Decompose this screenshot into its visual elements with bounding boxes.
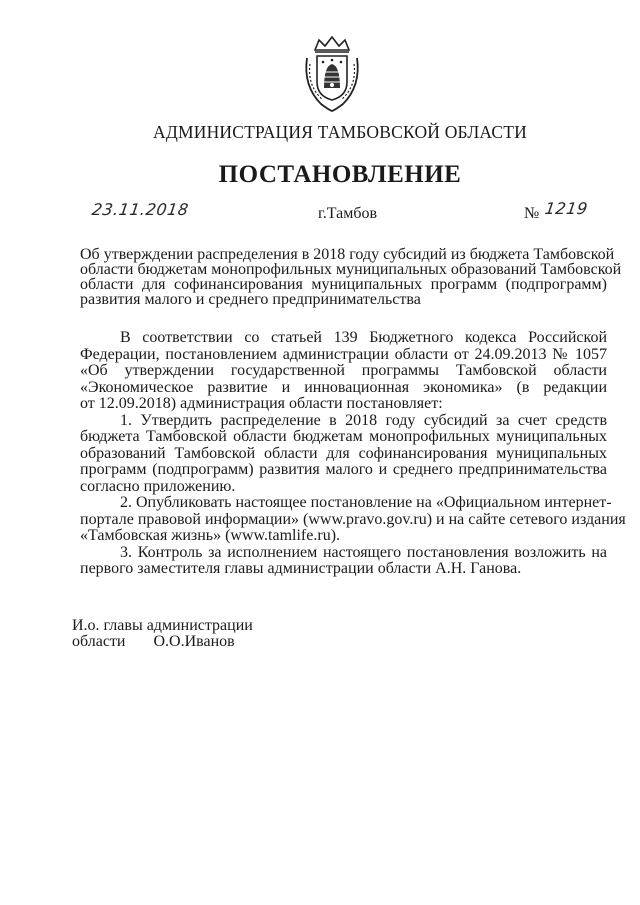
signature-block: [72, 618, 253, 650]
handwritten-date: 23.11.2018: [90, 200, 190, 219]
body-line: 1. Утвердить распределение в 2018 году субсидий за счет средств: [120, 411, 607, 429]
body-line: «Экономическое развитие и инновационная экономика» (в редакции: [80, 378, 607, 396]
body-line: В соответствии со статьей 139 Бюджетного кодекса Российской: [120, 329, 607, 346]
body-line: бюджета Тамбовской области бюджетам монопрофильных муниципальных: [80, 428, 607, 445]
subject-line: области для софинансирования муниципальных программ (подпрограмм): [80, 276, 607, 293]
body-line: «Об утверждении государственной программы Тамбовской области: [80, 362, 607, 379]
body-text: [80, 329, 626, 578]
subject-line: Об утверждении распределения в 2018 году субсидий из бюджета Тамбовской: [80, 246, 615, 263]
body-line: от 12.09.2018) администрация области постановляет:: [80, 395, 443, 412]
body-line: первого заместителя главы администрации области А.Н. Ганова.: [80, 560, 522, 577]
signature-title: И.о. главы администрации: [72, 617, 253, 634]
signatory-name: О.О.Иванов: [153, 633, 235, 650]
body-line: «Тамбовская жизнь» (www.tamlife.ru).: [80, 527, 341, 544]
subject-block: [80, 246, 622, 308]
body-line: программ (подпрограмм) развития малого и среднего предпринимательства: [80, 461, 607, 478]
number-label: №: [524, 205, 540, 222]
body-line: Федерации, постановлением администрации области от 24.09.2013 № 1057: [80, 345, 607, 363]
subject-line: развития малого и среднего предпринимательства: [80, 291, 421, 308]
document-type-title: ПОСТАНОВЛЕНИЕ: [218, 161, 462, 188]
subject-line: области бюджетам монопрофильных муниципальных образований Тамбовской: [80, 261, 622, 278]
tambov-coat-of-arms-icon: [301, 36, 363, 112]
handwritten-number: 1219: [543, 199, 590, 218]
body-line: образований Тамбовской области для софинансирования муниципальных: [80, 444, 607, 462]
signature-region: области: [72, 633, 126, 650]
city-label: г.Тамбов: [318, 205, 378, 222]
body-line: 2. Опубликовать настоящее постановление на «Официальном интернет-: [120, 494, 612, 511]
body-line: согласно приложению.: [80, 477, 236, 495]
body-line: 3. Контроль за исполнением настоящего постановления возложить на: [120, 543, 607, 561]
body-line: портале правовой информации» (www.pravo.gov.ru) и на сайте сетевого издания: [80, 510, 626, 528]
organization-title: АДМИНИСТРАЦИЯ ТАМБОВСКОЙ ОБЛАСТИ: [153, 122, 527, 142]
